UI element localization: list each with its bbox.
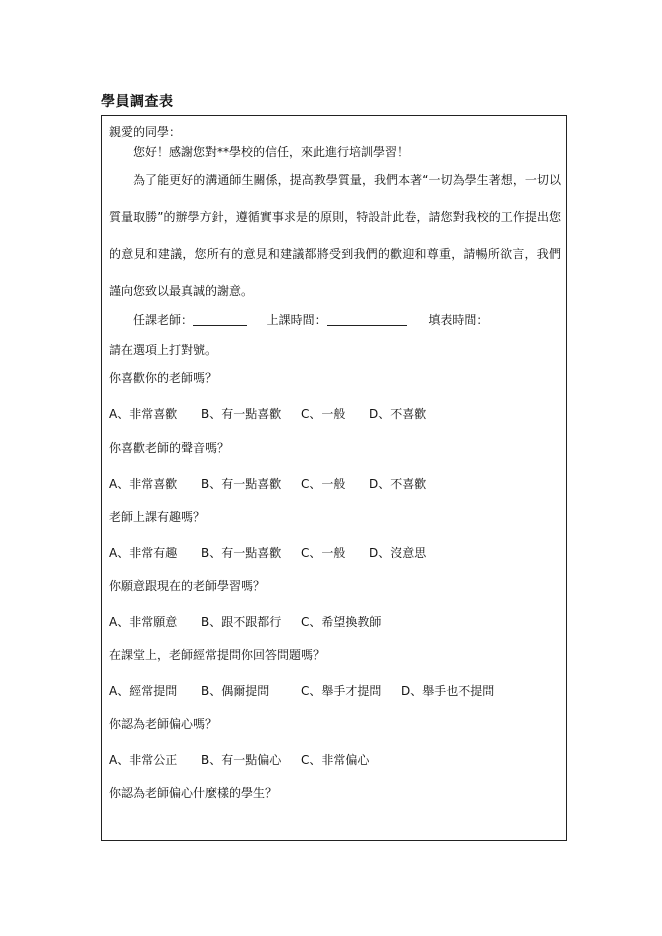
question-6: 你認為老師偏心嗎？ [109,717,218,731]
option-3-c[interactable]: C、一般 [301,546,346,560]
option-4-b[interactable]: B、跟不跟都行 [201,615,282,629]
option-5-d[interactable]: D、舉手也不提問 [401,684,495,698]
option-2-a[interactable]: A、非常喜歡 [109,477,178,491]
document-title: 學員調查表 [101,94,174,110]
option-6-a[interactable]: A、非常公正 [109,753,178,767]
question-3: 老師上課有趣嗎？ [109,510,206,524]
option-1-a[interactable]: A、非常喜歡 [109,407,178,421]
option-1-d[interactable]: D、不喜歡 [369,407,427,421]
option-2-d[interactable]: D、不喜歡 [369,477,427,491]
question-4: 你願意跟現在的老師學習嗎？ [109,579,266,593]
option-3-a[interactable]: A、非常有趣 [109,546,178,560]
intro-paragraph: 為了能更好的溝通師生關係，提高教學質量，我們本著“一切為學生著想，一切以質量取勝”的辦學方針，遵循實事求是的原則，特設計此卷，請您對我校的工作提出您的意見和建議，您所有的意見和建議都將受到我們的歡迎和尊重，請暢所欲言，我們謹向您致以最真誠的謝意。 [109,173,561,298]
intro-text: 您好！感謝您對**學校的信任，來此進行培訓學習！ [133,145,410,159]
teacher-label: 任課老師： [133,313,194,327]
option-5-a[interactable]: A、經常提問 [109,684,178,698]
option-6-c[interactable]: C、非常偏心 [301,753,370,767]
option-5-c[interactable]: C、舉手才提問 [301,684,382,698]
option-5-b[interactable]: B、偶爾提問 [201,684,270,698]
option-1-c[interactable]: C、一般 [301,407,346,421]
class-time-label: 上課時間： [266,313,327,327]
option-4-a[interactable]: A、非常願意 [109,615,178,629]
question-1: 你喜歡你的老師嗎？ [109,371,218,385]
survey-frame [101,115,567,841]
fields-row [133,312,488,328]
question-5: 在課堂上，老師經常提問你回答問題嗎？ [109,648,326,662]
fill-time-label: 填表時間： [428,313,489,327]
class-time-blank[interactable] [327,313,407,326]
instruction: 請在選項上打對號。 [109,343,218,357]
greeting: 親愛的同學： [109,125,182,139]
question-2: 你喜歡老師的聲音嗎？ [109,441,230,455]
option-3-d[interactable]: D、沒意思 [369,546,427,560]
teacher-blank[interactable] [193,313,247,326]
option-3-b[interactable]: B、有一點喜歡 [201,546,282,560]
question-7: 你認為老師偏心什麼樣的學生？ [109,786,278,800]
option-1-b[interactable]: B、有一點喜歡 [201,407,282,421]
option-2-c[interactable]: C、一般 [301,477,346,491]
option-4-c[interactable]: C、希望換教師 [301,615,382,629]
option-2-b[interactable]: B、有一點喜歡 [201,477,282,491]
option-6-b[interactable]: B、有一點偏心 [201,753,282,767]
